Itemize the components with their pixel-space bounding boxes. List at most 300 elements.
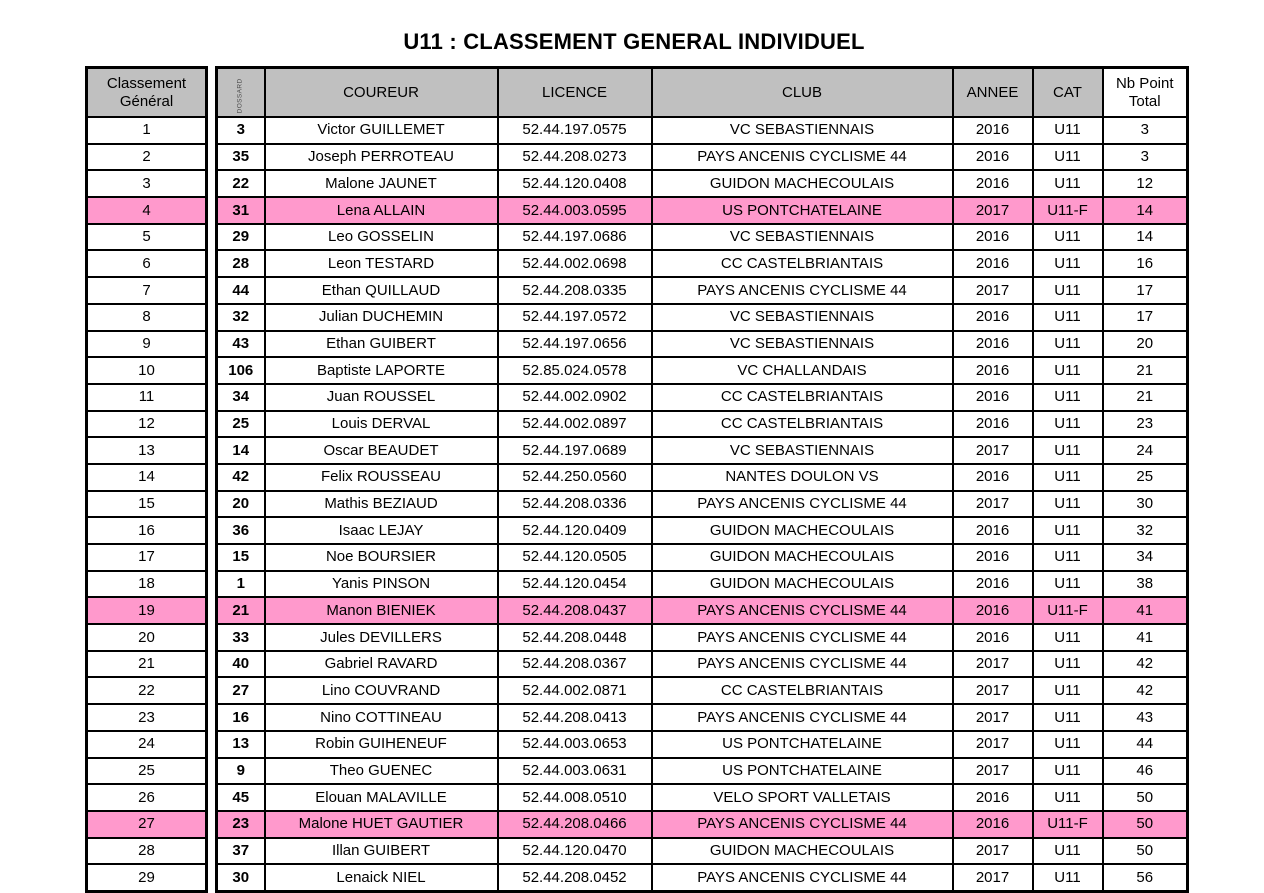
licence-cell: 52.44.208.0336 [498,491,652,518]
coureur-cell: Theo GUENEC [265,758,498,785]
points-cell: 24 [1103,437,1188,464]
licence-cell: 52.44.002.0897 [498,411,652,438]
annee-cell: 2016 [953,304,1033,331]
annee-cell: 2017 [953,838,1033,865]
dossard-cell: 13 [217,731,265,758]
rider-row [217,411,1188,438]
rider-row [217,731,1188,758]
rank-cell: 8 [87,304,207,331]
rank-row [87,224,207,251]
cat-cell: U11 [1033,357,1103,384]
cat-cell: U11 [1033,277,1103,304]
rank-cell: 21 [87,651,207,678]
points-cell: 14 [1103,224,1188,251]
dossard-cell: 27 [217,677,265,704]
cat-cell: U11 [1033,544,1103,571]
points-cell: 41 [1103,624,1188,651]
rank-cell: 5 [87,224,207,251]
coureur-cell: Yanis PINSON [265,571,498,598]
club-cell: GUIDON MACHECOULAIS [652,838,953,865]
club-cell: CC CASTELBRIANTAIS [652,677,953,704]
club-cell: NANTES DOULON VS [652,464,953,491]
club-cell: US PONTCHATELAINE [652,731,953,758]
rank-cell: 18 [87,571,207,598]
rider-row [217,758,1188,785]
points-cell: 38 [1103,571,1188,598]
rank-row [87,384,207,411]
annee-cell: 2016 [953,384,1033,411]
licence-cell: 52.44.208.0448 [498,624,652,651]
coureur-cell: Joseph PERROTEAU [265,144,498,171]
rider-row [217,811,1188,838]
dossard-cell: 20 [217,491,265,518]
rank-row [87,677,207,704]
rider-row [217,357,1188,384]
annee-cell: 2016 [953,170,1033,197]
coureur-cell: Nino COTTINEAU [265,704,498,731]
club-cell: GUIDON MACHECOULAIS [652,571,953,598]
dossard-cell: 40 [217,651,265,678]
licence-cell: 52.85.024.0578 [498,357,652,384]
annee-cell: 2017 [953,704,1033,731]
rank-cell: 15 [87,491,207,518]
coureur-cell: Manon BIENIEK [265,597,498,624]
coureur-cell: Mathis BEZIAUD [265,491,498,518]
rank-cell: 24 [87,731,207,758]
cat-cell: U11 [1033,331,1103,358]
annee-cell: 2017 [953,731,1033,758]
dossard-cell: 16 [217,704,265,731]
licence-cell: 52.44.008.0510 [498,784,652,811]
coureur-cell: Baptiste LAPORTE [265,357,498,384]
rank-row [87,464,207,491]
dossard-cell: 28 [217,250,265,277]
coureur-cell: Leon TESTARD [265,250,498,277]
column-header-cat: CAT [1033,68,1103,118]
cat-cell: U11 [1033,437,1103,464]
dossard-cell: 30 [217,864,265,891]
licence-cell: 52.44.002.0902 [498,384,652,411]
dossard-cell: 1 [217,571,265,598]
rider-row [217,464,1188,491]
rider-row [217,838,1188,865]
coureur-cell: Robin GUIHENEUF [265,731,498,758]
rank-cell: 16 [87,517,207,544]
dossard-cell: 33 [217,624,265,651]
annee-cell: 2017 [953,437,1033,464]
rider-row [217,704,1188,731]
annee-cell: 2016 [953,250,1033,277]
licence-cell: 52.44.197.0689 [498,437,652,464]
annee-cell: 2017 [953,677,1033,704]
club-cell: VC SEBASTIENNAIS [652,117,953,144]
dossard-cell: 23 [217,811,265,838]
club-cell: PAYS ANCENIS CYCLISME 44 [652,704,953,731]
club-cell: PAYS ANCENIS CYCLISME 44 [652,651,953,678]
rank-row [87,117,207,144]
rider-row [217,517,1188,544]
licence-cell: 52.44.120.0409 [498,517,652,544]
points-cell: 32 [1103,517,1188,544]
rank-cell: 12 [87,411,207,438]
annee-cell: 2016 [953,144,1033,171]
rider-row [217,597,1188,624]
cat-cell: U11 [1033,384,1103,411]
column-header-licence: LICENCE [498,68,652,118]
rank-cell: 14 [87,464,207,491]
rank-cell: 29 [87,864,207,891]
annee-cell: 2017 [953,758,1033,785]
coureur-cell: Felix ROUSSEAU [265,464,498,491]
licence-cell: 52.44.002.0698 [498,250,652,277]
rider-row [217,437,1188,464]
licence-cell: 52.44.208.0273 [498,144,652,171]
points-cell: 14 [1103,197,1188,224]
rank-row [87,170,207,197]
annee-cell: 2016 [953,357,1033,384]
club-cell: GUIDON MACHECOULAIS [652,544,953,571]
dossard-cell: 9 [217,758,265,785]
rider-row [217,384,1188,411]
dossard-cell: 37 [217,838,265,865]
rank-row [87,250,207,277]
rank-cell: 3 [87,170,207,197]
rank-table [85,66,208,893]
cat-cell: U11 [1033,411,1103,438]
dossard-cell: 34 [217,384,265,411]
cat-cell: U11 [1033,864,1103,891]
cat-cell: U11 [1033,170,1103,197]
rank-cell: 17 [87,544,207,571]
licence-cell: 52.44.120.0408 [498,170,652,197]
points-cell: 17 [1103,277,1188,304]
licence-cell: 52.44.120.0505 [498,544,652,571]
club-cell: VC CHALLANDAIS [652,357,953,384]
licence-cell: 52.44.208.0452 [498,864,652,891]
club-cell: VC SEBASTIENNAIS [652,331,953,358]
rank-cell: 2 [87,144,207,171]
rank-cell: 19 [87,597,207,624]
points-cell: 23 [1103,411,1188,438]
licence-cell: 52.44.208.0367 [498,651,652,678]
cat-cell: U11 [1033,784,1103,811]
rider-row [217,784,1188,811]
rank-cell: 1 [87,117,207,144]
points-cell: 25 [1103,464,1188,491]
points-cell: 50 [1103,811,1188,838]
coureur-cell: Lino COUVRAND [265,677,498,704]
column-header-classement: Classement Général [87,68,207,118]
club-cell: GUIDON MACHECOULAIS [652,517,953,544]
dossard-cell: 29 [217,224,265,251]
coureur-cell: Isaac LEJAY [265,517,498,544]
rank-cell: 7 [87,277,207,304]
club-cell: PAYS ANCENIS CYCLISME 44 [652,864,953,891]
annee-cell: 2017 [953,864,1033,891]
points-cell: 3 [1103,117,1188,144]
licence-cell: 52.44.208.0413 [498,704,652,731]
rank-row [87,144,207,171]
rank-cell: 4 [87,197,207,224]
rank-cell: 23 [87,704,207,731]
annee-cell: 2017 [953,491,1033,518]
rider-row [217,624,1188,651]
cat-cell: U11 [1033,624,1103,651]
coureur-cell: Jules DEVILLERS [265,624,498,651]
licence-cell: 52.44.120.0454 [498,571,652,598]
cat-cell: U11 [1033,571,1103,598]
dossard-cell: 43 [217,331,265,358]
rank-row [87,838,207,865]
dossard-cell: 35 [217,144,265,171]
rank-row [87,811,207,838]
dossard-cell: 3 [217,117,265,144]
licence-cell: 52.44.208.0437 [498,597,652,624]
points-cell: 20 [1103,331,1188,358]
rank-row [87,864,207,891]
annee-cell: 2017 [953,651,1033,678]
annee-cell: 2016 [953,624,1033,651]
rank-row [87,437,207,464]
points-cell: 43 [1103,704,1188,731]
coureur-cell: Leo GOSSELIN [265,224,498,251]
annee-cell: 2016 [953,544,1033,571]
rank-row [87,544,207,571]
rider-row [217,170,1188,197]
points-cell: 46 [1103,758,1188,785]
rank-row [87,651,207,678]
club-cell: VC SEBASTIENNAIS [652,224,953,251]
riders-table [215,66,1189,893]
club-cell: US PONTCHATELAINE [652,197,953,224]
dossard-vertical-label: DOSSARD [236,77,244,113]
rider-row [217,544,1188,571]
coureur-cell: Lena ALLAIN [265,197,498,224]
cat-cell: U11 [1033,517,1103,544]
club-cell: PAYS ANCENIS CYCLISME 44 [652,144,953,171]
dossard-cell: 42 [217,464,265,491]
coureur-cell: Malone JAUNET [265,170,498,197]
header-row [87,68,207,118]
licence-cell: 52.44.250.0560 [498,464,652,491]
club-cell: US PONTCHATELAINE [652,758,953,785]
points-cell: 16 [1103,250,1188,277]
annee-cell: 2017 [953,277,1033,304]
club-cell: CC CASTELBRIANTAIS [652,411,953,438]
annee-cell: 2016 [953,464,1033,491]
points-cell: 17 [1103,304,1188,331]
club-cell: CC CASTELBRIANTAIS [652,384,953,411]
coureur-cell: Elouan MALAVILLE [265,784,498,811]
cat-cell: U11 [1033,464,1103,491]
rider-row [217,144,1188,171]
dossard-cell: 22 [217,170,265,197]
cat-cell: U11 [1033,304,1103,331]
licence-cell: 52.44.120.0470 [498,838,652,865]
licence-cell: 52.44.197.0686 [498,224,652,251]
column-header-coureur: COUREUR [265,68,498,118]
rank-cell: 25 [87,758,207,785]
dossard-cell: 32 [217,304,265,331]
licence-cell: 52.44.197.0656 [498,331,652,358]
rank-cell: 26 [87,784,207,811]
rider-row [217,677,1188,704]
annee-cell: 2016 [953,784,1033,811]
rank-row [87,277,207,304]
rank-row [87,597,207,624]
dossard-cell: 44 [217,277,265,304]
coureur-cell: Victor GUILLEMET [265,117,498,144]
rank-row [87,491,207,518]
rider-row [217,491,1188,518]
cat-cell: U11-F [1033,597,1103,624]
rider-row [217,571,1188,598]
dossard-cell: 31 [217,197,265,224]
club-cell: VC SEBASTIENNAIS [652,304,953,331]
cat-cell: U11 [1033,250,1103,277]
cat-cell: U11 [1033,838,1103,865]
points-cell: 34 [1103,544,1188,571]
rank-cell: 10 [87,357,207,384]
rider-row [217,197,1188,224]
licence-cell: 52.44.003.0653 [498,731,652,758]
coureur-cell: Louis DERVAL [265,411,498,438]
rank-row [87,304,207,331]
points-cell: 50 [1103,784,1188,811]
dossard-cell: 21 [217,597,265,624]
coureur-cell: Ethan QUILLAUD [265,277,498,304]
cat-cell: U11 [1033,224,1103,251]
points-cell: 56 [1103,864,1188,891]
rank-cell: 27 [87,811,207,838]
annee-cell: 2016 [953,117,1033,144]
cat-cell: U11 [1033,144,1103,171]
rider-row [217,864,1188,891]
cat-cell: U11 [1033,651,1103,678]
licence-cell: 52.44.197.0575 [498,117,652,144]
points-cell: 30 [1103,491,1188,518]
rank-cell: 22 [87,677,207,704]
dossard-cell: 106 [217,357,265,384]
rank-row [87,704,207,731]
points-cell: 3 [1103,144,1188,171]
points-cell: 21 [1103,384,1188,411]
cat-cell: U11-F [1033,811,1103,838]
column-header-dossard [217,68,265,118]
club-cell: PAYS ANCENIS CYCLISME 44 [652,811,953,838]
rider-row [217,304,1188,331]
rank-row [87,784,207,811]
licence-cell: 52.44.003.0595 [498,197,652,224]
club-cell: PAYS ANCENIS CYCLISME 44 [652,597,953,624]
cat-cell: U11 [1033,491,1103,518]
licence-cell: 52.44.003.0631 [498,758,652,785]
cat-cell: U11 [1033,704,1103,731]
club-cell: CC CASTELBRIANTAIS [652,250,953,277]
header-row [217,68,1188,118]
club-cell: PAYS ANCENIS CYCLISME 44 [652,624,953,651]
rider-row [217,250,1188,277]
cat-cell: U11 [1033,677,1103,704]
annee-cell: 2016 [953,517,1033,544]
rider-row [217,651,1188,678]
rank-row [87,331,207,358]
annee-cell: 2016 [953,224,1033,251]
rank-row [87,411,207,438]
points-cell: 41 [1103,597,1188,624]
rider-row [217,224,1188,251]
results-tables [85,66,1189,893]
dossard-cell: 14 [217,437,265,464]
cat-cell: U11 [1033,731,1103,758]
rank-row [87,571,207,598]
licence-cell: 52.44.208.0335 [498,277,652,304]
cat-cell: U11 [1033,758,1103,785]
points-cell: 42 [1103,651,1188,678]
cat-cell: U11 [1033,117,1103,144]
annee-cell: 2016 [953,411,1033,438]
club-cell: VELO SPORT VALLETAIS [652,784,953,811]
rank-cell: 6 [87,250,207,277]
column-header-nb-point: Nb Point Total [1103,68,1188,118]
annee-cell: 2017 [953,197,1033,224]
coureur-cell: Noe BOURSIER [265,544,498,571]
coureur-cell: Illan GUIBERT [265,838,498,865]
cat-cell: U11-F [1033,197,1103,224]
coureur-cell: Juan ROUSSEL [265,384,498,411]
coureur-cell: Lenaick NIEL [265,864,498,891]
club-cell: GUIDON MACHECOULAIS [652,170,953,197]
club-cell: PAYS ANCENIS CYCLISME 44 [652,277,953,304]
annee-cell: 2016 [953,571,1033,598]
coureur-cell: Gabriel RAVARD [265,651,498,678]
column-header-club: CLUB [652,68,953,118]
page-title: U11 : CLASSEMENT GENERAL INDIVIDUEL [403,29,865,54]
club-cell: VC SEBASTIENNAIS [652,437,953,464]
dossard-cell: 36 [217,517,265,544]
points-cell: 42 [1103,677,1188,704]
annee-cell: 2016 [953,811,1033,838]
coureur-cell: Oscar BEAUDET [265,437,498,464]
points-cell: 50 [1103,838,1188,865]
annee-cell: 2016 [953,331,1033,358]
licence-cell: 52.44.002.0871 [498,677,652,704]
dossard-cell: 45 [217,784,265,811]
rank-cell: 28 [87,838,207,865]
rank-row [87,357,207,384]
coureur-cell: Ethan GUIBERT [265,331,498,358]
rider-row [217,331,1188,358]
licence-cell: 52.44.197.0572 [498,304,652,331]
annee-cell: 2016 [953,597,1033,624]
dossard-cell: 25 [217,411,265,438]
rank-cell: 9 [87,331,207,358]
club-cell: PAYS ANCENIS CYCLISME 44 [652,491,953,518]
points-cell: 44 [1103,731,1188,758]
rank-row [87,197,207,224]
points-cell: 12 [1103,170,1188,197]
rank-cell: 11 [87,384,207,411]
coureur-cell: Julian DUCHEMIN [265,304,498,331]
rider-row [217,277,1188,304]
rank-row [87,758,207,785]
points-cell: 21 [1103,357,1188,384]
rank-row [87,624,207,651]
coureur-cell: Malone HUET GAUTIER [265,811,498,838]
dossard-cell: 15 [217,544,265,571]
rank-row [87,517,207,544]
rank-cell: 20 [87,624,207,651]
